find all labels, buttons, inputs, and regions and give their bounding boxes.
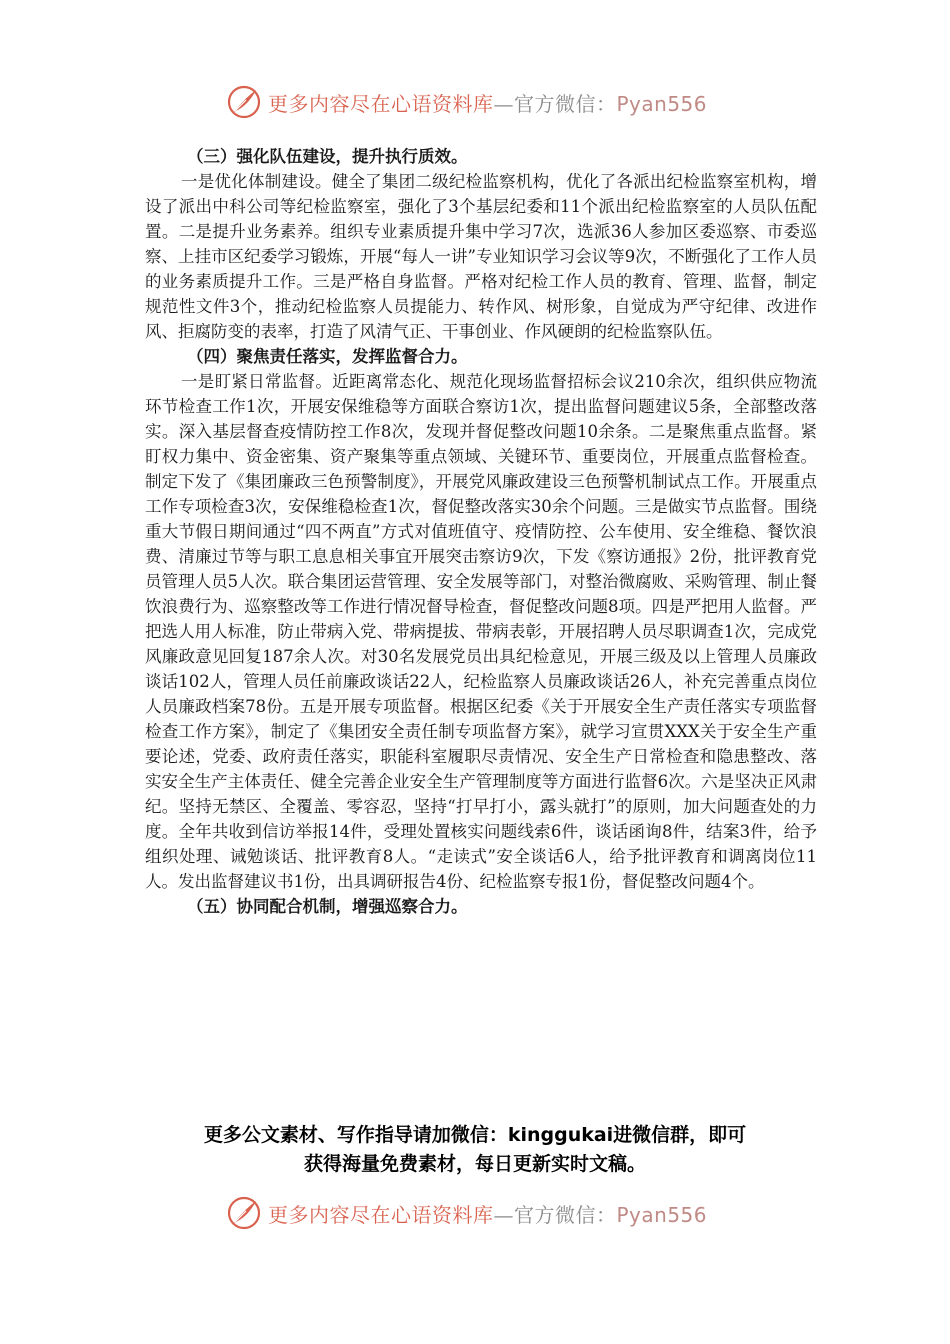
watermark-banner-bottom — [226, 1193, 707, 1233]
document-body — [145, 144, 817, 919]
watermark-label: 官方微信： — [514, 91, 617, 116]
section-heading-4: （四）聚焦责任落实，发挥监督合力。 — [187, 347, 468, 366]
section-heading-3: （三）强化队伍建设，提升执行质效。 — [187, 147, 468, 166]
watermark-label: 官方微信： — [514, 1202, 617, 1227]
watermark-text — [268, 88, 707, 117]
watermark-dash: — — [493, 1202, 514, 1227]
watermark-id: Pyan556 — [616, 91, 708, 116]
feather-pen-logo-icon — [226, 84, 262, 120]
watermark-dash: — — [493, 91, 514, 116]
promo-line-2: 获得海量免费素材，每日更新实时文稿。 — [303, 1153, 646, 1175]
section-heading-5: （五）协同配合机制，增强巡察合力。 — [187, 897, 468, 916]
watermark-text — [268, 1199, 707, 1228]
section-paragraph-3: 一是优化体制建设。健全了集团二级纪检监察机构，优化了各派出纪检监察室机构，增设了派出中科公司等纪检监察室，强化了3个基层纪委和11个派出纪检监察室的人员队伍配置。二是提升业务素养。组织专业素质提升集中学习7次，选派36人参加区委巡察、市委巡察、上挂市区纪委学习锻炼，开展“每人一讲”专业知识学习会议等9次，不断强化了工作人员的业务素质提升工作。三是严格自身监督。严格对纪检工作人员的教育、管理、监督，制定规范性文件3个，推动纪检监察人员提能力、转作风、树形象，自觉成为严守纪律、改进作风、拒腐防变的表率，打造了风清气正、干事创业、作风硬朗的纪检监察队伍。 — [145, 172, 817, 341]
promo-notice — [120, 1121, 830, 1179]
watermark-main: 更多内容尽在心语资料库 — [268, 1202, 494, 1227]
promo-line-1: 更多公文素材、写作指导请加微信：kinggukai进微信群，即可 — [203, 1124, 747, 1146]
watermark-id: Pyan556 — [616, 1202, 708, 1227]
section-paragraph-4: 一是盯紧日常监督。近距离常态化、规范化现场监督招标会议210余次，组织供应物流环节检查工作1次，开展安保维稳等方面联合察访1次，提出监督问题建议5条，全部整改落实。深入基层督查疫情防控工作8次，发现并督促整改问题10余条。二是聚焦重点监督。紧盯权力集中、资金密集、资产聚集等重点领域、关键环节、重要岗位，开展重点监督检查。制定下发了《集团廉政三色预警制度》，开展党风廉政建设三色预警机制试点工作。开展重点工作专项检查3次，安保维稳检查1次，督促整改落实30余个问题。三是做实节点监督。围绕重大节假日期间通过“四不两直”方式对值班值守、疫情防控、公车使用、安全维稳、餐饮浪费、清廉过节等与职工息息相关事宜开展突击察访9次，下发《察访通报》2份，批评教育党员管理人员5人次。联合集团运营管理、安全发展等部门，对整治微腐败、采购管理、制止餐饮浪费行为、巡察整改等工作进行情况督导检查，督促整改问题8项。四是严把用人监督。严把选人用人标准，防止带病入党、带病提拔、带病表彰，开展招聘人员尽职调查1次，完成党风廉政意见回复187余人次。对30名发展党员出具纪检意见，开展三级及以上管理人员廉政谈话102人，管理人员任前廉政谈话22人，纪检监察人员廉政谈话26人，补充完善重点岗位人员廉政档案78份。五是开展专项监督。根据区纪委《关于开展安全生产责任落实专项监督检查工作方案》，制定了《集团安全责任制专项监督方案》，就学习宣贯XXX关于安全生产重要论述，党委、政府责任落实，职能科室履职尽责情况、安全生产日常检查和隐患整改、落实安全生产主体责任、健全完善企业安全生产管理制度等方面进行监督6次。六是坚决正风肃纪。坚持无禁区、全覆盖、零容忍，坚持“打早打小，露头就打”的原则，加大问题查处的力度。全年共收到信访举报14件，受理处置核实问题线索6件，谈话函询8件，结案3件，给予组织处理、诫勉谈话、批评教育8人。“走读式”安全谈话6人，给予批评教育和调离岗位11人。发出监督建议书1份，出具调研报告4份、纪检监察专报1份，督促整改问题4个。 — [145, 372, 817, 891]
watermark-main: 更多内容尽在心语资料库 — [268, 91, 494, 116]
feather-pen-logo-icon — [226, 1195, 262, 1231]
watermark-banner-top — [226, 82, 707, 122]
